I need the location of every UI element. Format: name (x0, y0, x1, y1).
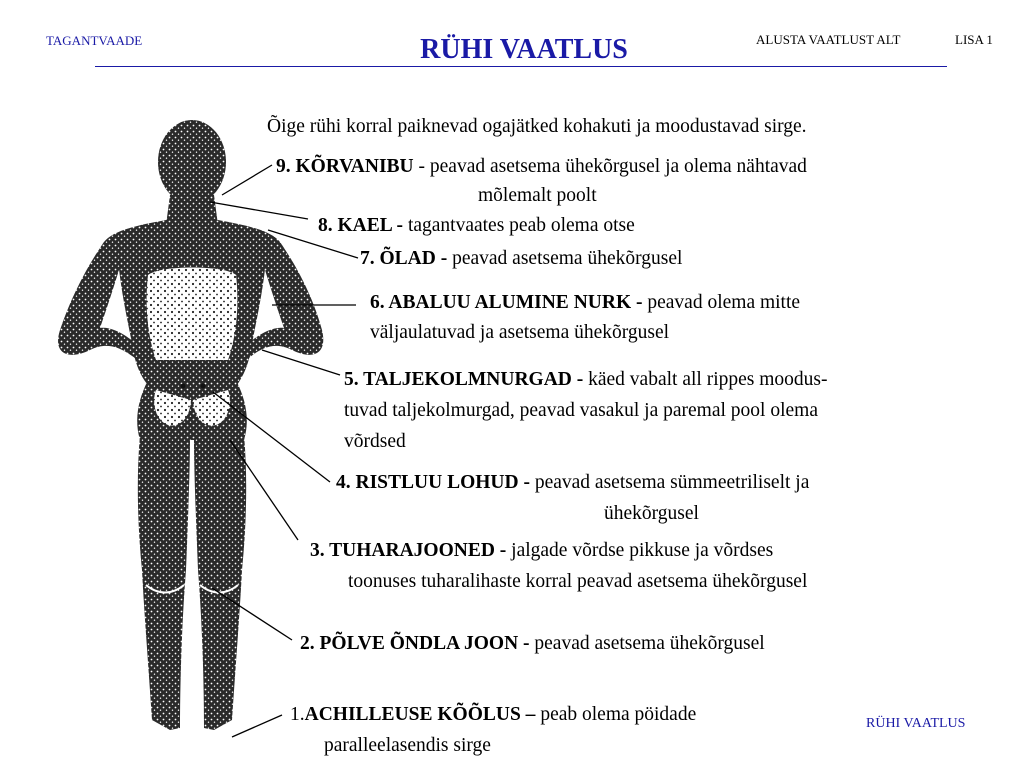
item-5 (344, 365, 827, 394)
item-3-title: 3. TUHARAJOONED - (310, 540, 512, 561)
item-1-text1: peab olema pöidade (540, 704, 697, 725)
item-2-text1: peavad asetsema ühekõrgusel (534, 633, 765, 654)
item-3-text1: jalgade võrdse pikkuse ja võrdses (511, 540, 774, 561)
leader-line-3 (230, 440, 298, 540)
item-9-text2: mõlemalt poolt (478, 185, 597, 206)
item-1 (290, 700, 696, 729)
leader-line-9 (222, 165, 272, 195)
item-4-text2: ühekõrgusel (604, 503, 699, 524)
item-8-text1: tagantvaates peab olema otse (407, 215, 635, 236)
item-6-title: 6. ABALUU ALUMINE NURK - (370, 292, 648, 313)
item-5-text2: tuvad taljekolmurgad, peavad vasakul ja paremal pool olema (344, 400, 818, 421)
leader-line-2 (212, 588, 292, 640)
header-right-label: LISA 1 (955, 32, 993, 47)
item-9 (276, 152, 807, 181)
item-1-title-pre: 1. (290, 704, 305, 725)
item-3-text2: toonuses tuharalihaste korral peavad asetsema ühekõrgusel (348, 571, 808, 592)
item-9-text1: - peavad asetsema ühekõrgusel ja olema nähtavad (413, 156, 807, 177)
item-8-title: 8. KAEL - (318, 215, 408, 236)
leader-line-1 (232, 715, 282, 737)
item-6 (370, 288, 800, 317)
item-1-text2: paralleelasendis sirge (324, 735, 491, 756)
item-3 (310, 536, 773, 565)
intro-text: Õige rühi korral paiknevad ogajätked kohakuti ja moodustavad sirge. (267, 116, 807, 137)
item-8 (318, 211, 635, 240)
leader-line-4 (213, 392, 330, 482)
footer-label: RÜHI VAATLUS (866, 716, 966, 731)
leader-line-8 (210, 202, 308, 219)
item-2 (300, 629, 765, 658)
item-7-text1: peavad asetsema ühekõrgusel (452, 248, 683, 269)
item-6-text1: peavad olema mitte (647, 292, 801, 313)
item-2-title: 2. PÕLVE ÕNDLA JOON - (300, 633, 535, 654)
item-7-title: 7. ÕLAD - (360, 248, 453, 269)
header-left-label: TAGANTVAADE (46, 33, 143, 48)
item-4-title: 4. RISTLUU LOHUD - (336, 472, 535, 493)
header-center-right-label: ALUSTA VAATLUST ALT (756, 32, 901, 47)
page-title: RÜHI VAATLUS (420, 34, 628, 65)
leader-line-5 (262, 350, 340, 375)
item-5-text1: käed vabalt all rippes moodus- (588, 369, 828, 390)
item-5-title: 5. TALJEKOLMNURGAD - (344, 369, 589, 390)
item-4 (336, 468, 809, 497)
item-4-text1: peavad asetsema sümmeetriliselt ja (534, 472, 810, 493)
item-9-title: 9. KÕRVANIBU (276, 156, 414, 177)
item-5-text3: võrdsed (344, 431, 406, 452)
item-7 (360, 244, 682, 273)
item-1-title: ACHILLEUSE KÕÕLUS – (304, 704, 541, 725)
item-6-text2: väljaulatuvad ja asetsema ühekõrgusel (370, 322, 670, 343)
